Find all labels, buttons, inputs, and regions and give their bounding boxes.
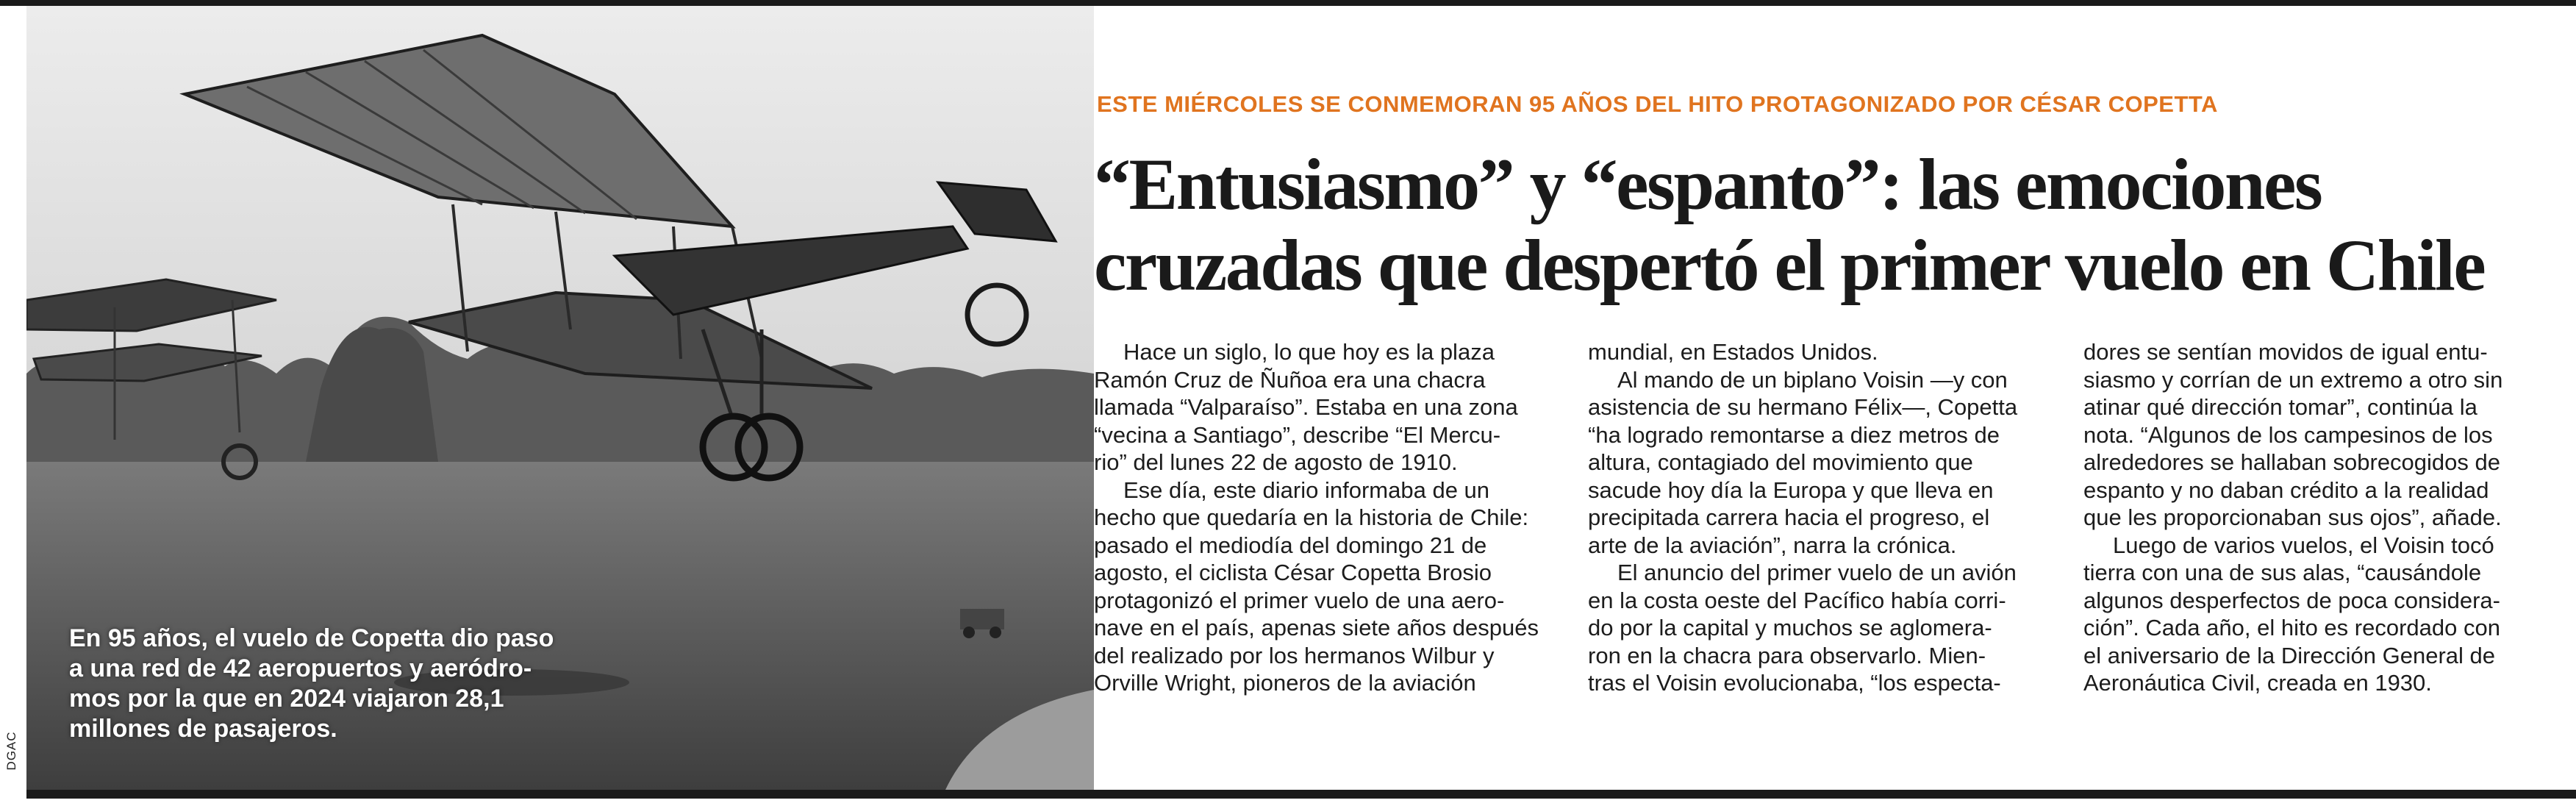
photo-caption <box>69 624 584 744</box>
body-text-line: espanto y no daban crédito a la realidad <box>2083 477 2489 503</box>
body-text-line: rio” del lunes 22 de agosto de 1910. <box>1094 449 1458 475</box>
bottom-rule <box>26 790 2576 799</box>
body-text-line: Orville Wright, pioneros de la aviación <box>1094 670 1476 696</box>
body-text-line: agosto, el ciclista César Copetta Brosio <box>1094 560 1492 585</box>
body-text-line: llamada “Valparaíso”. Estaba en una zona <box>1094 394 1518 420</box>
body-text-line: nota. “Algunos de los campesinos de los <box>2083 421 2493 448</box>
body-text-line: “ha logrado remontarse a diez metros de <box>1588 421 2000 448</box>
body-text-line: nave en el país, apenas siete años después <box>1094 615 1539 640</box>
body-text-line: “vecina a Santiago”, describe “El Mercu- <box>1094 421 1501 448</box>
body-text-line: ron en la chacra para observarlo. Mien- <box>1588 642 1986 668</box>
body-text-line: hecho que quedaría en la historia de Chile: <box>1094 504 1529 530</box>
body-text-line: arte de la aviación”, narra la crónica. <box>1588 532 1957 558</box>
body-text-line: asistencia de su hermano Félix—, Copetta <box>1588 394 2018 420</box>
body-text-line: precipitada carrera hacia el progreso, el <box>1588 504 1990 530</box>
body-text-line: en la costa oeste del Pacífico había corri- <box>1588 587 2006 613</box>
photo-caption-line: En 95 años, el vuelo de Copetta dio paso <box>69 624 554 652</box>
body-text-line: Ramón Cruz de Ñuñoa era una chacra <box>1094 366 1486 393</box>
top-rule <box>0 0 2576 6</box>
body-text-line: Luego de varios vuelos, el Voisin tocó <box>2113 532 2494 558</box>
body-text-line: pasado el mediodía del domingo 21 de <box>1094 532 1487 558</box>
body-text-line: tras el Voisin evolucionaba, “los especta- <box>1588 670 2001 696</box>
body-text-line: Hace un siglo, lo que hoy es la plaza <box>1123 339 1495 365</box>
article-kicker: ESTE MIÉRCOLES SE CONMEMORAN 95 AÑOS DEL HITO PROTAGONIZADO POR CÉSAR COPETTA <box>1097 91 2218 117</box>
body-text-line: Aeronáutica Civil, creada en 1930. <box>2083 670 2432 696</box>
body-text-line: sacude hoy día la Europa y que lleva en <box>1588 477 1994 503</box>
body-text-line: tierra con una de sus alas, “causándole <box>2083 560 2482 585</box>
photo-credit: DGAC <box>4 731 18 771</box>
body-text-line: Al mando de un biplano Voisin —y con <box>1617 366 2008 393</box>
body-text-line: alrededores se hallaban sobrecogidos de <box>2083 449 2501 475</box>
article-column-3 <box>2083 338 2554 697</box>
photo-caption-line: a una red de 42 aeropuertos y aeródro- <box>69 654 532 682</box>
headline-line: “Entusiasmo” y “espanto”: las emociones <box>1094 143 2322 225</box>
article-column-2 <box>1588 338 2038 697</box>
body-text-line: que les proporcionaban sus ojos”, añade. <box>2083 504 2502 530</box>
article-photo <box>26 6 1094 790</box>
headline-line: cruzadas que despertó el primer vuelo en Chile <box>1094 224 2485 306</box>
body-text-line: atinar qué dirección tomar”, continúa la <box>2083 394 2477 420</box>
body-text-line: do por la capital y muchos se aglomera- <box>1588 615 1992 640</box>
body-text-line: dores se sentían movidos de igual entu- <box>2083 339 2488 365</box>
body-text-line: algunos desperfectos de poca considera- <box>2083 587 2500 613</box>
photo-caption-line: millones de pasajeros. <box>69 715 337 743</box>
body-text-line: altura, contagiado del movimiento que <box>1588 449 1973 475</box>
photo-caption-line: mos por la que en 2024 viajaron 28,1 <box>69 685 504 713</box>
body-text-line: mundial, en Estados Unidos. <box>1588 339 1878 365</box>
body-text-line: Ese día, este diario informaba de un <box>1123 477 1490 503</box>
article-column-1 <box>1094 338 1544 697</box>
body-text-line: ción”. Cada año, el hito es recordado con <box>2083 615 2500 640</box>
body-text-line: el aniversario de la Dirección General de <box>2083 642 2496 668</box>
article-headline <box>1094 144 2564 306</box>
body-text-line: El anuncio del primer vuelo de un avión <box>1617 560 2017 585</box>
body-text-line: protagonizó el primer vuelo de una aero- <box>1094 587 1505 613</box>
body-text-line: siasmo y corrían de un extremo a otro sin <box>2083 366 2503 393</box>
body-text-line: del realizado por los hermanos Wilbur y <box>1094 642 1495 668</box>
